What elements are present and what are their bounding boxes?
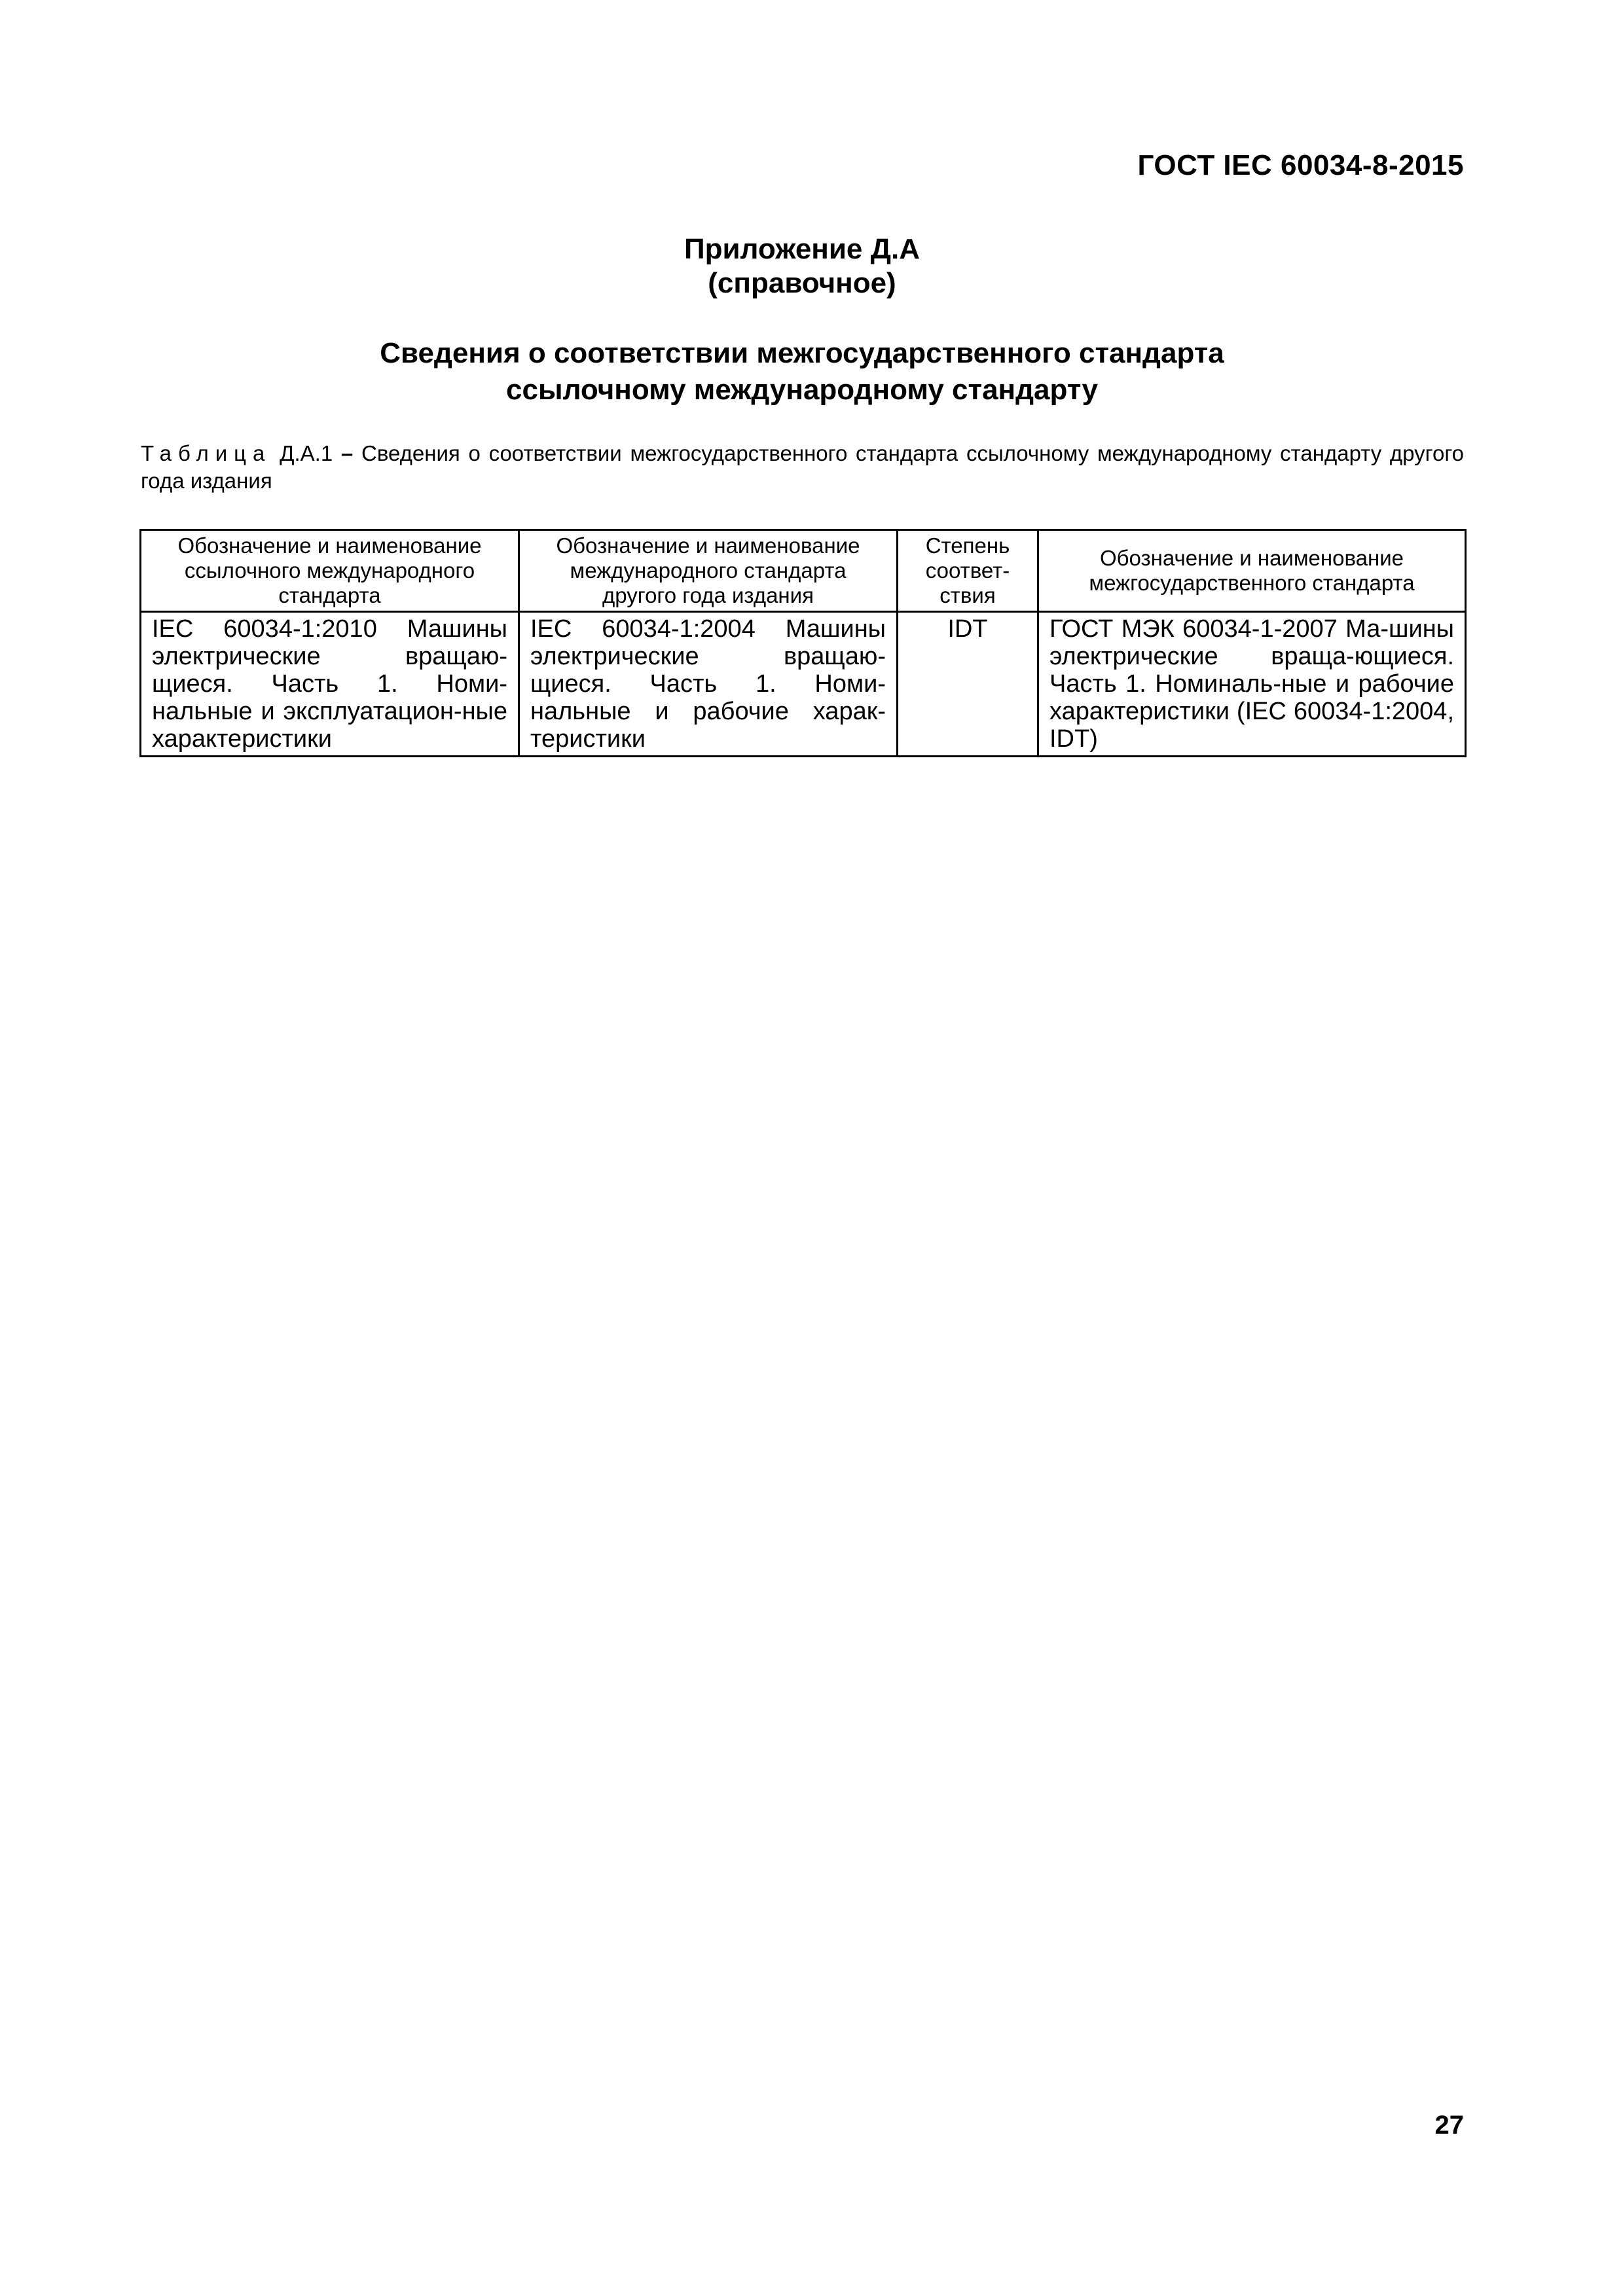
column-header-other-year-standard: Обозначение и наименование международного стандарта другого года издания	[519, 530, 898, 612]
cell-degree: IDT	[898, 612, 1038, 757]
annex-subject-title	[0, 335, 1604, 408]
annex-type: (справочное)	[708, 267, 896, 299]
cell-interstate-standard: ГОСТ МЭК 60034-1-2007 Ма-шины электрические враща-ющиеся. Часть 1. Номиналь-ные и рабочие характеристики (IEC 60034-1:2004, IDT)	[1038, 612, 1466, 757]
table-caption	[141, 440, 1464, 495]
correspondence-table	[139, 529, 1467, 757]
column-header-interstate-standard: Обозначение и наименование межгосударственного стандарта	[1038, 530, 1466, 612]
table-caption-number: Д.А.1	[280, 441, 333, 465]
table-caption-dash: –	[340, 441, 354, 465]
annex-subject-line-1: Сведения о соответствии межгосударственного стандарта	[380, 337, 1224, 369]
annex-heading	[0, 232, 1604, 300]
column-header-degree: Степень соответ-ствия	[898, 530, 1038, 612]
document-code: ГОСТ IEC 60034-8-2015	[1137, 149, 1464, 181]
cell-other-year-standard: IEC 60034-1:2004 Машины электрические вращаю-щиеся. Часть 1. Номи-нальные и рабочие харак-теристики	[519, 612, 898, 757]
page-number: 27	[1434, 2111, 1464, 2140]
column-header-reference-standard: Обозначение и наименование ссылочного международного стандарта	[141, 530, 519, 612]
table-caption-text: Сведения о соответствии межгосударственного стандарта ссылочному международному стандарту другого года издания	[141, 441, 1464, 493]
annex-subject-line-2: ссылочному международному стандарту	[506, 374, 1098, 406]
table-row	[141, 612, 1466, 757]
table-caption-label: Таблица	[141, 441, 272, 465]
cell-reference-standard: IEC 60034-1:2010 Машины электрические вращаю-щиеся. Часть 1. Номи-нальные и эксплуатацион-ные характеристики	[141, 612, 519, 757]
table-header-row	[141, 530, 1466, 612]
annex-title: Приложение Д.А	[684, 233, 920, 265]
